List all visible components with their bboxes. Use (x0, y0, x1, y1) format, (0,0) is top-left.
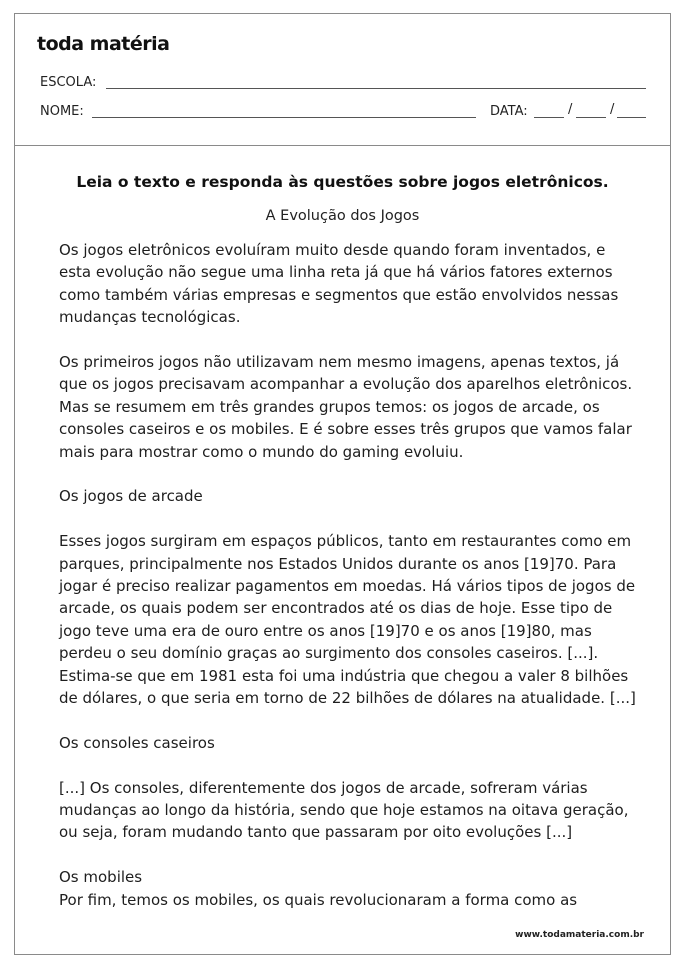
text-line: que os jogos precisavam acompanhar a evolução dos aparelhos eletrônicos. (59, 375, 633, 394)
text-line: esta evolução não segue uma linha reta já que há vários fatores externos (59, 263, 613, 282)
text-line: parques, principalmente nos Estados Unidos durante os anos [19]70. Para (59, 554, 617, 573)
text-line: jogar é preciso realizar pagamentos em moedas. Há vários tipos de jogos de (59, 577, 636, 596)
school-field[interactable] (106, 88, 646, 89)
brand-logo: toda matéria (37, 33, 170, 55)
text-line: perdeu o seu domínio graças ao surgimento dos consoles caseiros. [...]. (59, 644, 599, 663)
paragraph (59, 777, 639, 844)
text-line: mais para mostrar como o mundo do gaming evoluiu. (59, 442, 464, 461)
text-line: Os primeiros jogos não utilizavam nem mesmo imagens, apenas textos, já (59, 353, 620, 372)
text-line: Os jogos de arcade (59, 487, 203, 506)
footer-url[interactable]: www.todamateria.com.br (515, 930, 644, 940)
date-day-field[interactable] (534, 117, 564, 118)
date-label: DATA: (490, 104, 528, 119)
section-heading-consoles (59, 732, 639, 754)
text-line: Os jogos eletrônicos evoluíram muito desde quando foram inventados, e (59, 241, 606, 259)
text-line: de dólares, o que seria em torno de 22 bilhões de dólares na atualidade. [...] (59, 689, 636, 708)
instruction-heading: Leia o texto e responda às questões sobre jogos eletrônicos. (76, 173, 609, 191)
paragraph (59, 239, 639, 329)
date-year-field[interactable] (617, 117, 646, 118)
text-line: arcade, os quais podem ser encontrados até os dias de hoje. Esse tipo de (59, 599, 613, 618)
text-line: jogo teve uma era de ouro entre os anos [19]70 e os anos [19]80, mas (59, 621, 592, 640)
reading-text (59, 239, 639, 911)
school-label: ESCOLA: (40, 75, 97, 90)
name-field[interactable] (92, 117, 476, 118)
text-line: ou seja, foram mudando tanto que passaram por oito evoluções [...] (59, 823, 573, 842)
date-month-field[interactable] (576, 117, 606, 118)
text-line: consoles caseiros e os mobiles. E é sobre esses três grupos que vamos falar (59, 420, 632, 439)
section-heading-arcade (59, 485, 639, 507)
text-line: mudanças tecnológicas. (59, 308, 241, 327)
paragraph (59, 351, 639, 463)
text-line: como também várias empresas e segmentos que estão envolvidos nessas (59, 285, 619, 304)
date-separator: / (568, 102, 573, 117)
name-label: NOME: (40, 104, 84, 119)
text-title: A Evolução dos Jogos (265, 208, 420, 224)
worksheet-frame (14, 13, 671, 955)
section-heading-mobiles: Os mobiles (59, 868, 143, 887)
paragraph (59, 866, 639, 911)
date-separator: / (610, 102, 615, 117)
text-line: Estima-se que em 1981 esta foi uma indústria que chegou a valer 8 bilhões (59, 666, 629, 685)
text-line: Os consoles caseiros (59, 733, 215, 752)
text-line: [...] Os consoles, diferentemente dos jogos de arcade, sofreram várias (59, 778, 588, 797)
text-line: Mas se resumem em três grandes grupos temos: os jogos de arcade, os (59, 397, 600, 416)
text-line: Por fim, temos os mobiles, os quais revolucionaram a forma como as (59, 890, 578, 909)
text-line: Esses jogos surgiram em espaços públicos, tanto em restaurantes como em (59, 532, 632, 551)
paragraph (59, 530, 639, 709)
text-line: mudanças ao longo da história, sendo que hoje estamos na oitava geração, (59, 801, 629, 820)
worksheet-header (15, 14, 670, 146)
